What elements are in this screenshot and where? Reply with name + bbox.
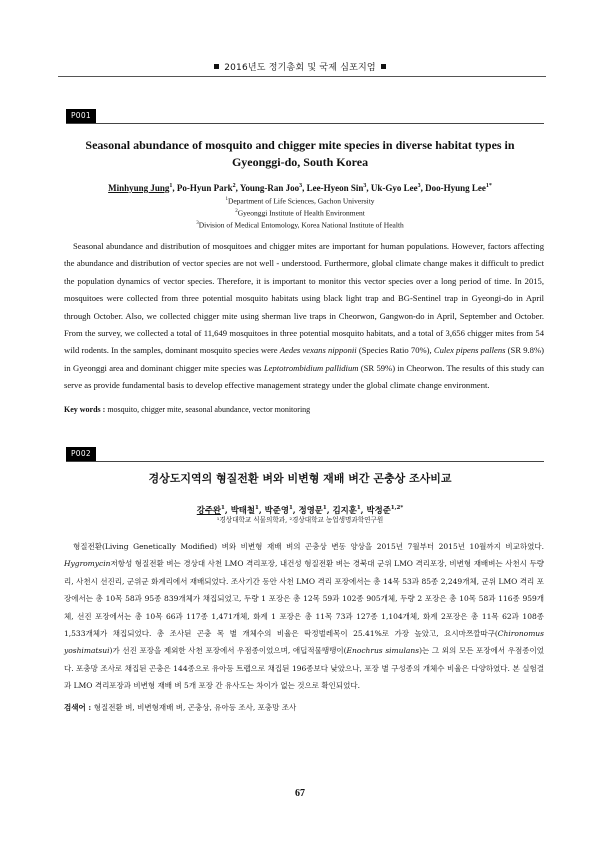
keywords-text: mosquito, chigger mite, seasonal abundance, vector monitoring (107, 405, 311, 414)
affiliation-list-p001 (60, 195, 540, 231)
affiliation-marker: 1 (322, 505, 327, 511)
paper-title-p002: 경상도지역의 형질전환 벼와 비변형 재배 벼간 곤충상 조사비교 (148, 472, 452, 485)
affiliation-marker: 1,2* (390, 505, 404, 511)
tag-divider (66, 123, 544, 124)
affiliation-line: $^3$Division of Medical Entomology, Korea National Institute of Health (196, 220, 404, 230)
affiliation-line: $^2$Gyeonggi Institute of Health Environment (235, 208, 365, 218)
running-header (0, 60, 600, 73)
species-name: Enochrus simulans (346, 646, 420, 656)
author-name: 박태철 (230, 504, 255, 515)
species-name: Chironomus yoshimatsui (64, 629, 544, 656)
keywords-label: Key words : (64, 405, 108, 414)
affiliation-marker: 3 (299, 183, 303, 189)
author-name: Young-Ran Joo (239, 183, 300, 193)
author-name: 박정준 (366, 504, 391, 515)
author-name: 정영문 (298, 504, 323, 515)
title-line: Seasonal abundance of mosquito and chigger mite species in diverse habitat types in (85, 138, 515, 152)
keywords-p002 (64, 702, 544, 714)
affiliation-marker: 1 (169, 183, 173, 189)
abstract-body-p002: 형질전환(Living Genetically Modified) 벼와 비변형 재배 벼의 곤충상 변동 양상을 2015년 7월부터 2015년 10월까지 비교하였다. Hygromycin저항성 형질전환 벼는 경상대 사천 LMO 격리포장, 내건성 형질전환 벼는 경북대 군위 LMO 격리포장, 비변형 재배벼는 사천시 두량리, 사천시 선진리, 군위군 화계리에서 재배되었다. 조사기간 동안 사천 LMO 격리 포장에서는 총 14목 53과 85종 2,249개체, 군위 LMO 격리 포장에서는 총 10목 58과 95종 839개체가 채집되었고, 두량 1 포장은 총 12목 59과 102종 905개체, 두량 2 포장은 총 10목 58과 116종 959개체, 선진 포장에서는 총 10목 66과 117종 1,471개체, 화계 1 포장은 총 11목 73과 127종 1,104개체, 화계 2포장은 총 11목 62과 108종 1,533개체가 채집되었다. 총 조사된 곤충 목 별 개체수의 비율은 딱정벌레목이 25.41%로 가장 높았고, 요시마쯔깔따구(Chironomus yoshimatsui)가 선진 포장을 제외한 사천 포장에서 우점종이었으며, 애딥적물땡땡이(Enochrus simulans)는 그 외의 모든 포장에서 우점종이었다. 포충망 조사로 채집된 곤충은 144종으로 유아등 트랩으로 채집된 196종보다 낮았으나, 포장 별 구성종의 개체수 비율은 다양하였다. 본 실험결과 LMO 격리포장과 비변형 재배 벼 5개 포장 간 유사도는 차이가 없는 것으로 확인되었다. (64, 542, 544, 691)
author-name: Po-Hyun Park (176, 183, 233, 193)
affiliation-marker: 1 (288, 505, 293, 511)
author-name: 강주완 (196, 504, 222, 515)
author-name: Uk-Gyo Lee (370, 183, 418, 193)
keywords-label: 검색어 : (64, 703, 94, 712)
affiliation-marker: 1 (254, 505, 259, 511)
affiliation-marker: 1* (485, 183, 492, 189)
affiliation-line: $^1$Department of Life Sciences, Gachon University (225, 196, 375, 206)
square-bullet-icon (381, 64, 386, 69)
abstract-tag-p002: P002 (66, 447, 96, 461)
header-divider (58, 76, 546, 77)
affiliation-marker: 2 (232, 183, 236, 189)
page-number: 67 (295, 788, 305, 799)
header-text: 2016년도 정기총회 및 국제 심포지엄 (224, 63, 376, 73)
species-name: Aedes vexans nipponii (279, 345, 357, 356)
author-name: Lee-Hyeon Sin (306, 183, 364, 193)
tag-divider (66, 461, 544, 462)
abstract-body-p001: Seasonal abundance and distribution of mosquitoes and chigger mites are important for human populations. However, factors affecting the abundance and distribution of vector species are not well - understood. Furthermore, global climate change makes it difficult to predict the population dynamics of vector species. Therefore, it is important to monitor this vector species over a long period of time. In 2015, mosquitoes were collected from three potential mosquito habitats using black light trap and BG-Sentinel trap in Gyeongi-do in April through October. Also, we collected chigger mite using sherman live traps in Cheorwon, Gangwon-do in April, September and October. From the survey, we collected a total of 11,649 mosquitoes in three potential mosquito habitats, and a total of 3,656 chigger mites from 54 wild rodents. In the samples, dominant mosquito species were Aedes vexans nipponii (Species Ratio 70%), Culex pipens pallens (SR 9.8%) in Gyeonggi area and dominant chigger mite species was Leptotrombidium pallidium (SR 59%) in Cheorwon. The results of this study can serve as provide fundamental basis to develop effective management strategy under the global climate change environment. (64, 241, 544, 391)
author-name: 박준영 (264, 504, 289, 515)
author-name: 김지훈 (332, 504, 357, 515)
affiliation-p002: ¹경상대학교 식물의학과, ²경상대학교 농업생명과학연구원 (216, 516, 384, 524)
author-list-p002: 강주완$^1$, 박태철$^1$, 박준영$^1$, 정영문$^1$, 김지훈$^1$, 박정준$^{1,2*}$ (196, 504, 404, 515)
affiliation-marker: 1 (356, 505, 361, 511)
title-line: Gyeonggi-do, South Korea (231, 155, 369, 169)
author-name: Minhyung Jung (108, 183, 170, 193)
abstract-tag-p001: P001 (66, 109, 96, 123)
affiliation-marker: 3 (417, 183, 421, 189)
species-name: Culex pipens pallens (433, 345, 506, 356)
author-list-p001: Minhyung Jung$^1$, Po-Hyun Park$^2$, Young-Ran Joo$^3$, Lee-Hyeon Sin$^3$, Uk-Gyo Lee$^3$, Doo-Hyung Lee$^{1*}$ (108, 183, 492, 193)
affiliation-marker: 1 (221, 505, 225, 511)
gene-name: Hygromycin (64, 559, 111, 569)
affiliation-marker: 3 (363, 183, 367, 189)
keywords-p001 (64, 404, 544, 416)
author-name: Doo-Hyung Lee (425, 183, 486, 193)
square-bullet-icon (214, 64, 219, 69)
keywords-text: 형질전환 벼, 비변형재배 벼, 곤충상, 유아등 조사, 포충망 조사 (93, 703, 297, 712)
species-name: Leptotrombidium pallidium (263, 362, 359, 373)
paper-title-p001 (70, 137, 530, 171)
